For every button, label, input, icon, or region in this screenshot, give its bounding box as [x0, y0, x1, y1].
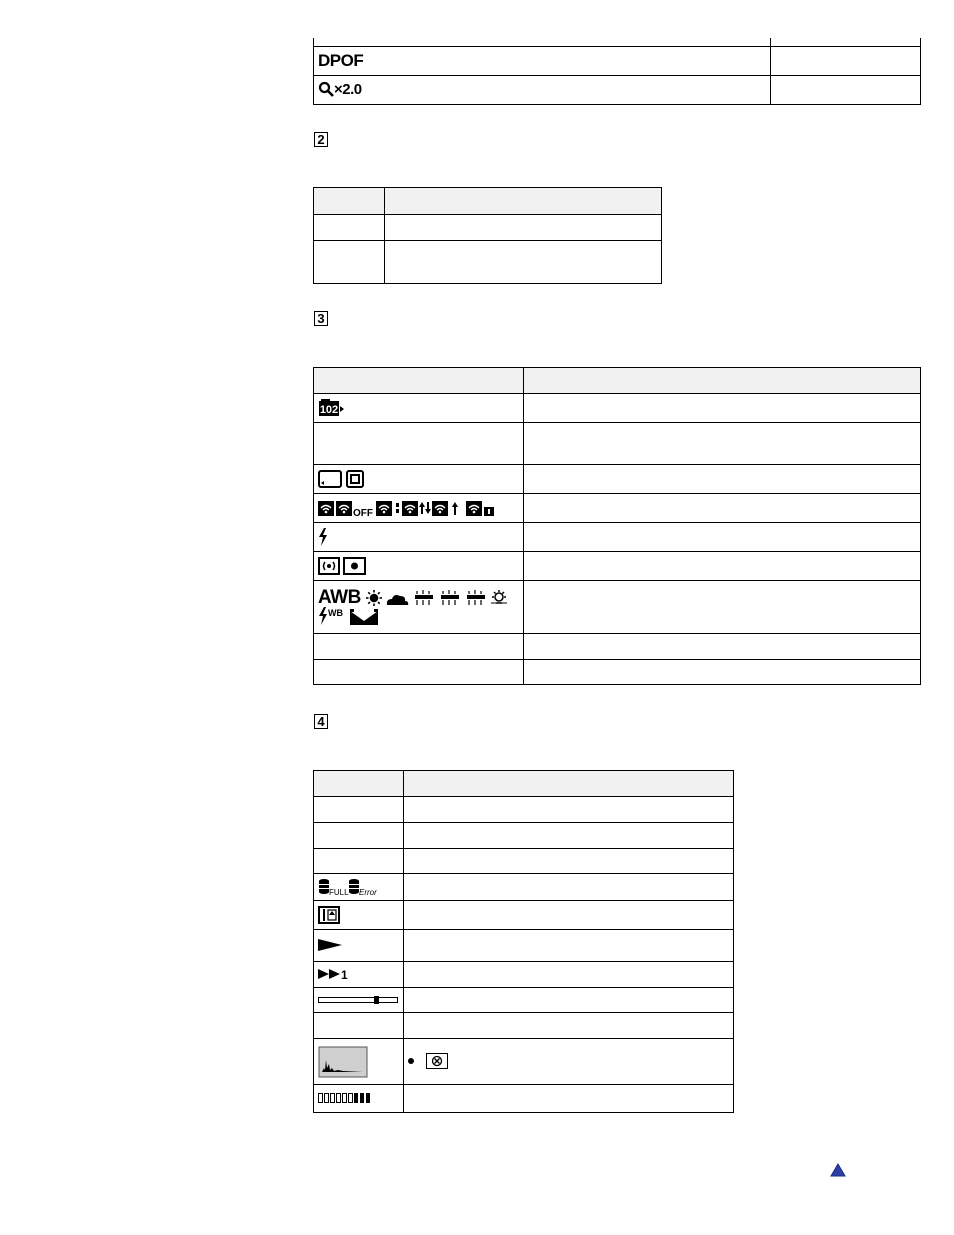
awb-symbol: AWB [318, 586, 361, 608]
section-number-2: 2 [314, 132, 328, 147]
zoom-level: ×2.0 [334, 80, 362, 98]
table-row [314, 394, 921, 423]
lock-protect-icon [318, 906, 340, 924]
table-row [314, 1085, 734, 1113]
table-section-3 [313, 367, 921, 685]
error-label: Error [359, 887, 377, 896]
wifi-status-icons [318, 499, 496, 517]
table-row [314, 46, 921, 75]
table-row [314, 38, 921, 46]
table-row [314, 901, 734, 930]
folder-102-icon [318, 399, 344, 417]
metering-mode-icons [318, 557, 366, 575]
table-row [314, 1013, 734, 1039]
table-row [314, 849, 734, 874]
wifi-off-label: OFF [353, 507, 373, 517]
table-row [314, 634, 921, 660]
table-header-row [314, 188, 662, 215]
flash-icon [318, 528, 328, 546]
table-row [314, 988, 734, 1013]
bullet-icon [408, 1058, 414, 1064]
custom-wb-icon [350, 607, 378, 625]
table-row [314, 423, 921, 465]
table-row [314, 465, 921, 494]
table-row [314, 523, 921, 552]
table-row [314, 215, 662, 241]
magnifier-icon [318, 81, 334, 97]
folder-number: 102 [319, 403, 339, 416]
table-row [314, 660, 921, 685]
table-row [314, 552, 921, 581]
flash-wb-icon [318, 607, 346, 625]
section-number-4: 4 [314, 714, 328, 729]
table-top [313, 38, 921, 105]
table-row [314, 962, 734, 988]
section-number-3: 3 [314, 311, 328, 326]
back-to-top-icon[interactable] [830, 1163, 846, 1177]
table-section-2 [313, 187, 662, 284]
table-row [314, 581, 921, 634]
memory-card-icon [318, 470, 342, 488]
level-indicator-icon [318, 1092, 370, 1104]
playback-progress-bar [318, 995, 398, 1005]
histogram-icon [318, 1046, 368, 1078]
table-row [314, 930, 734, 962]
white-balance-icons [318, 586, 519, 625]
wb-label: WB [328, 608, 343, 618]
dpof-symbol: DPOF [318, 50, 364, 70]
internal-memory-icon [346, 470, 364, 488]
database-full-error-icons [318, 878, 378, 896]
table-row [314, 494, 921, 523]
table-row [314, 874, 734, 901]
circle-x-icon [426, 1053, 448, 1069]
table-header-row [314, 368, 921, 394]
table-row [314, 797, 734, 823]
play-icon [318, 938, 342, 952]
table-row [314, 823, 734, 849]
table-row [314, 241, 662, 284]
full-label: FULL [329, 887, 349, 896]
table-row [314, 1039, 734, 1085]
table-row [314, 75, 921, 104]
fast-forward-icon [318, 967, 350, 981]
ff-count: 1 [341, 968, 348, 982]
table-section-4 [313, 770, 734, 1113]
playback-progress-knob [374, 996, 379, 1004]
white-balance-presets-icon [365, 589, 511, 607]
table-header-row [314, 771, 734, 797]
